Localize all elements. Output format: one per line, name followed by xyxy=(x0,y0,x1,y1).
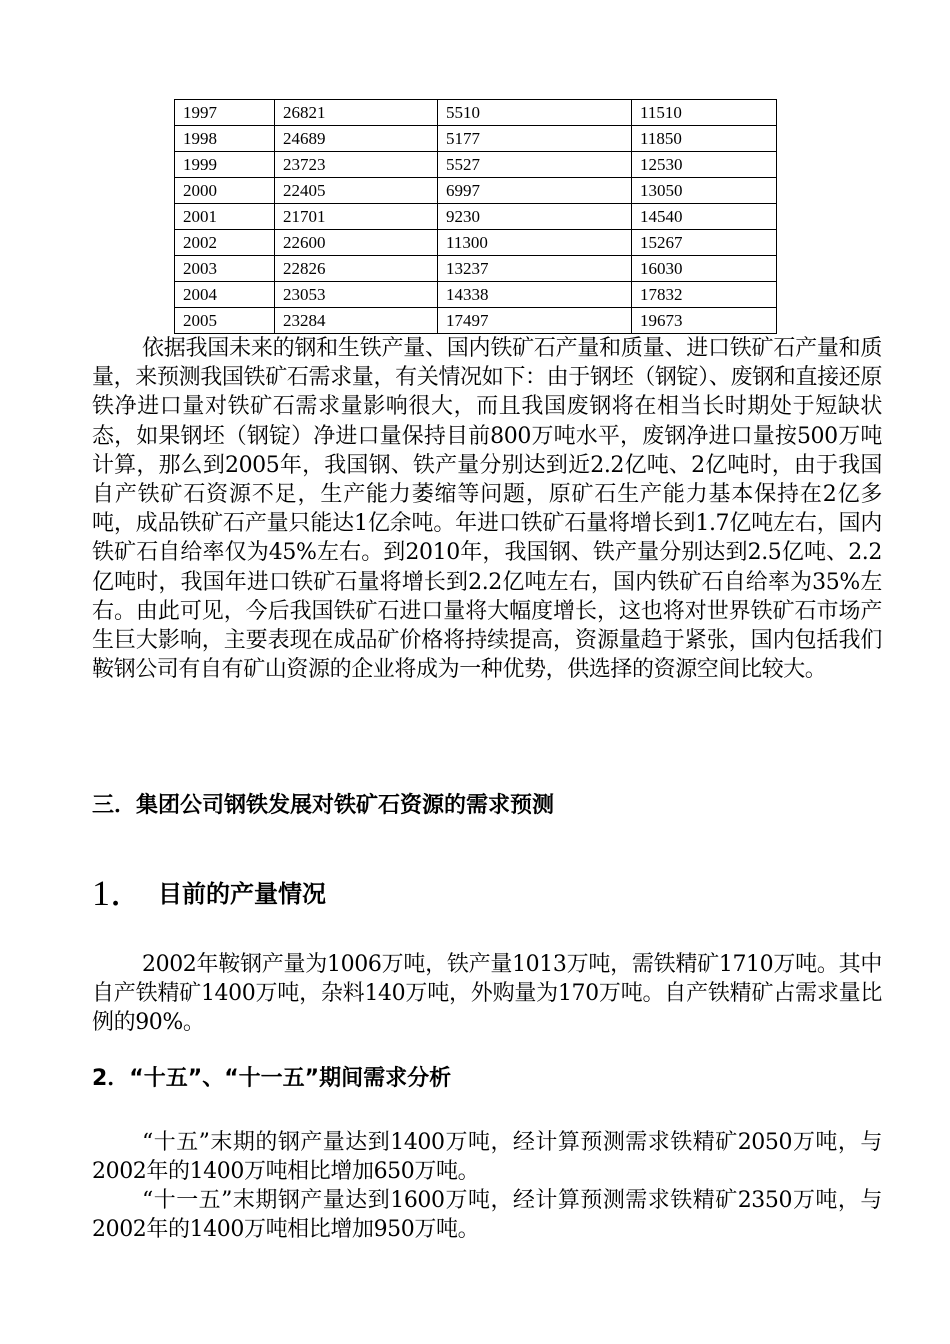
table-cell: 24689 xyxy=(275,126,438,152)
table-cell: 1998 xyxy=(175,126,275,152)
subheading-title: 目前的产量情况 xyxy=(158,880,327,908)
table-cell: 14338 xyxy=(438,282,632,308)
table-cell: 21701 xyxy=(275,204,438,230)
table-cell: 22826 xyxy=(275,256,438,282)
table-cell: 17497 xyxy=(438,308,632,334)
table-cell: 17832 xyxy=(632,282,777,308)
table-cell: 22600 xyxy=(275,230,438,256)
table-row xyxy=(175,126,777,152)
table-row xyxy=(175,178,777,204)
table-row xyxy=(175,152,777,178)
production-paragraph: 2002年鞍钢产量为1006万吨，铁产量1013万吨，需铁精矿1710万吨。其中自产铁精矿1400万吨，杂料140万吨，外购量为170万吨。自产铁精矿占需求量比例的90%。 xyxy=(92,952,882,1036)
table-cell: 11850 xyxy=(632,126,777,152)
table-cell: 23053 xyxy=(275,282,438,308)
table-cell: 9230 xyxy=(438,204,632,230)
table-cell: 2005 xyxy=(175,308,275,334)
table-row xyxy=(175,256,777,282)
table-cell: 1997 xyxy=(175,100,275,126)
analysis-paragraph: 依据我国未来的钢和生铁产量、国内铁矿石产量和质量、进口铁矿石产量和质量，来预测我国铁矿石需求量，有关情况如下：由于钢坯（钢锭）、废钢和直接还原铁净进口量对铁矿石需求量影响很大，而且我国废钢将在相当长时期处于短缺状态，如果钢坯（钢锭）净进口量保持目前800万吨水平，废钢净进口量按500万吨计算，那么到2005年，我国钢、铁产量分别达到近2.2亿吨、2亿吨时，由于我国自产铁矿石资源不足，生产能力萎缩等问题，原矿石生产能力基本保持在2亿多吨，成品铁矿石产量只能达1亿余吨。年进口铁矿石量将增长到1.7亿吨左右，国内铁矿石自给率仅为45%左右。到2010年，我国钢、铁产量分别达到2.5亿吨、2.2亿吨时，我国年进口铁矿石量将增长到2.2亿吨左右，国内铁矿石自给率为35%左右。由此可见，今后我国铁矿石进口量将大幅度增长，这也将对世界铁矿石市场产生巨大影响，主要表现在成品矿价格将持续提高，资源量趋于紧张，国内包括我们鞍钢公司有自有矿山资源的企业将成为一种优势，供选择的资源空间比较大。 xyxy=(92,336,882,683)
table-cell: 5177 xyxy=(438,126,632,152)
table-row xyxy=(175,230,777,256)
table-cell: 5527 xyxy=(438,152,632,178)
table-cell: 23723 xyxy=(275,152,438,178)
table-row xyxy=(175,100,777,126)
table-cell: 2003 xyxy=(175,256,275,282)
table-cell: 15267 xyxy=(632,230,777,256)
table-cell: 2001 xyxy=(175,204,275,230)
table-cell: 2004 xyxy=(175,282,275,308)
table-cell: 12530 xyxy=(632,152,777,178)
table-cell: 2002 xyxy=(175,230,275,256)
table-cell: 1999 xyxy=(175,152,275,178)
table-cell: 26821 xyxy=(275,100,438,126)
tenth-plan-paragraph: “十五”末期的钢产量达到1400万吨，经计算预测需求铁精矿2050万吨，与2002年的1400万吨相比增加650万吨。 xyxy=(92,1130,882,1185)
subheading-number: 1． xyxy=(92,873,147,913)
table-cell: 13237 xyxy=(438,256,632,282)
table-cell: 11300 xyxy=(438,230,632,256)
subheading-current-production xyxy=(92,865,326,916)
production-table xyxy=(174,99,777,334)
table-cell: 19673 xyxy=(632,308,777,334)
table-row xyxy=(175,282,777,308)
subheading-demand-analysis: 2．“十五”、“十一五”期间需求分析 xyxy=(92,1066,452,1091)
section-heading: 三．集团公司钢铁发展对铁矿石资源的需求预测 xyxy=(92,793,555,818)
table-cell: 5510 xyxy=(438,100,632,126)
table-cell: 23284 xyxy=(275,308,438,334)
table-row xyxy=(175,308,777,334)
table-cell: 6997 xyxy=(438,178,632,204)
table-cell: 14540 xyxy=(632,204,777,230)
table-cell: 16030 xyxy=(632,256,777,282)
table-row xyxy=(175,204,777,230)
table-cell: 11510 xyxy=(632,100,777,126)
table-cell: 22405 xyxy=(275,178,438,204)
table-cell: 13050 xyxy=(632,178,777,204)
table-cell: 2000 xyxy=(175,178,275,204)
eleventh-plan-paragraph: “十一五”末期钢产量达到1600万吨，经计算预测需求铁精矿2350万吨，与2002年的1400万吨相比增加950万吨。 xyxy=(92,1188,882,1243)
